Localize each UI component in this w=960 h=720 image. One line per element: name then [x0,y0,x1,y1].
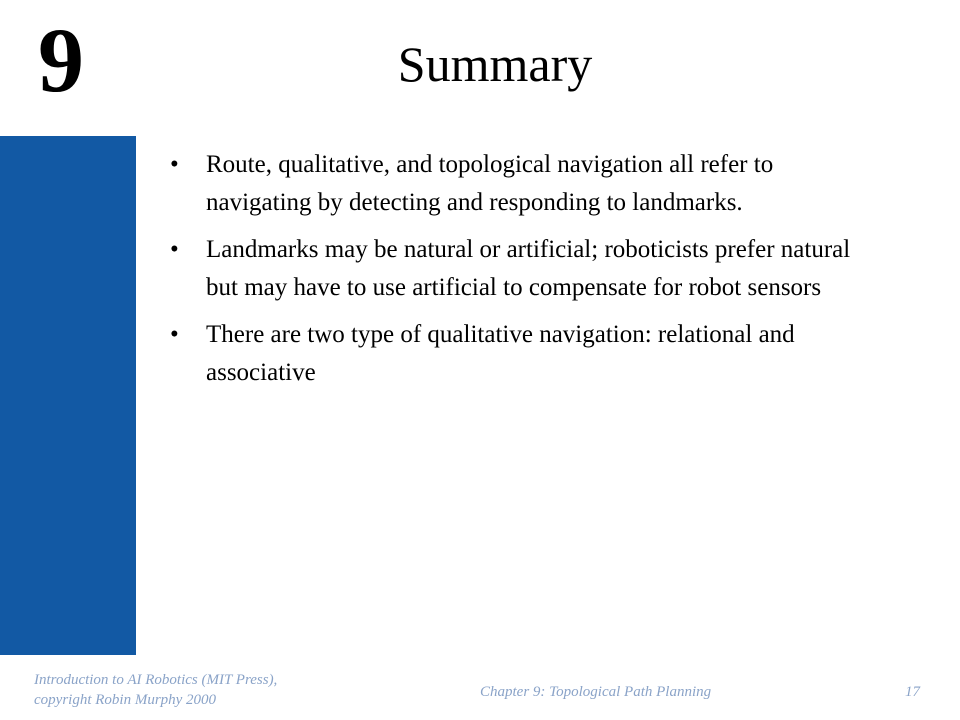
bullet-icon: • [170,321,179,348]
bullet-icon: • [170,151,179,178]
footer-source [34,670,364,710]
bullet-text: Landmarks may be natural or artificial; roboticists prefer natural but may have to use artificial to compensate for robot sensors [206,236,851,301]
chapter-number: 9 [38,9,84,111]
footer-source-line1: Introduction to AI Robotics (MIT Press), [34,672,278,688]
bullet-item [166,146,866,222]
bullet-text: Route, qualitative, and topological navigation all refer to navigating by detecting and responding to landmarks. [206,151,774,216]
bullet-icon: • [170,236,179,263]
footer-page-number: 17 [905,684,920,700]
footer-source-line2: copyright Robin Murphy 2000 [34,692,217,708]
bullet-item [166,316,866,392]
bullet-item [166,231,866,307]
bullet-list [166,146,866,401]
footer-chapter-title: Chapter 9: Topological Path Planning [480,684,712,700]
side-accent-bar [0,136,136,655]
bullet-text: There are two type of qualitative navigation: relational and associative [206,321,795,386]
slide-title: Summary [397,36,593,92]
